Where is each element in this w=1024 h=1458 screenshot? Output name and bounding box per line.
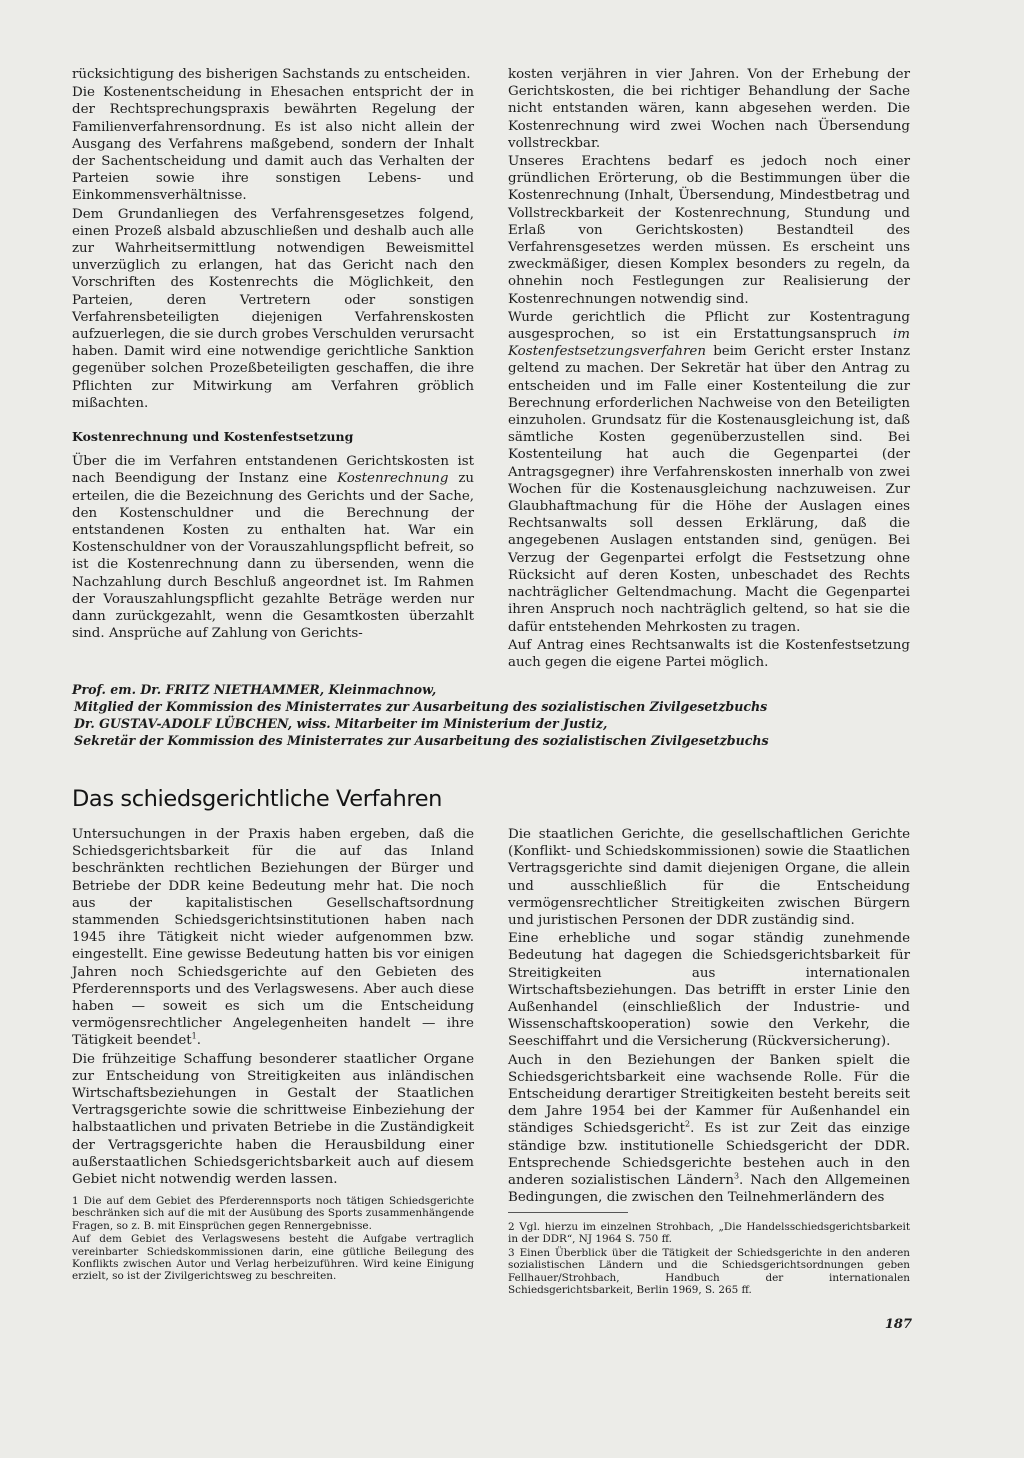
text-run: Auch in den Beziehungen der Banken spielt die Schiedsgerichtsbarkeit eine wachsende Rolle. Für die Entscheidung derartiger Streitigkeiten besteht bereits seit dem Jahre 1954 bei der Kammer für Außenhandel ein ständiges Schiedsgericht [508, 1052, 910, 1137]
author-line: Sekretär der Kommission des Ministerrates zur Ausarbeitung des sozialistischen Zivilgesetzbuchs [74, 733, 769, 748]
paragraph: Dem Grundanliegen des Verfahrensgesetzes folgend, einen Prozeß alsbald abzuschließen und deshalb auch alle zur Wahrheitsermittlung notwendigen Beweismittel unverzüglich zu erlangen, hat das Gericht nach den Vorschriften des Kostenrechts die Möglichkeit, den Parteien, deren Vertretern oder sonstigen Verfahrensbeteiligten diejenigen Verfahrenskosten aufzuerlegen, die sie durch grobes Verschulden verursacht haben. Damit wird eine notwendige gerichtliche Sanktion gegenüber solchen Prozeßbeteiligten geschaffen, die ihre Pflichten zur Mitwirkung am Verfahren gröblich mißachten. [72, 206, 474, 411]
text-run: . Nach den Allgemeinen Bedingungen, die zwischen den Teilnehmerländern des [508, 1173, 911, 1206]
lower-left-column [72, 826, 474, 1189]
paragraph: Unseres Erachtens bedarf es jedoch noch einer gründlichen Erörterung, ob die Bestimmungen über die Kostenrechnung (Inhalt, Übersendung, Mindestbetrag und Vollstreckbarkeit der Kostenrechnung, Stundung und Erlaß von Gerichtskosten) Bestandteil des Verfahrensgesetzes werden müssen. Es erscheint uns zweckmäßiger, diesen Komplex besonders zu regeln, da ohnehin noch Festlegungen zur Realisierung der Kostenrechnungen notwendig sind. [508, 154, 910, 307]
paragraph: Eine erhebliche und sogar ständig zunehmende Bedeutung hat dagegen die Schiedsgerichtsbarkeit für Streitigkeiten aus internationalen Wirtschaftsbeziehungen. Das betrifft in erster Linie den Außenhandel (einschließlich der Industrie- und Wissenschaftskooperation) sowie den Verkehr, die Seeschiffahrt und die Versicherung (Rückversicherung). [508, 931, 910, 1050]
article-title: Das schiedsgerichtliche Verfahren [72, 786, 443, 812]
paragraph: Die frühzeitige Schaffung besonderer staatlicher Organe zur Entscheidung von Streitigkeiten aus inländischen Wirtschaftsbeziehungen in Gestalt der Staatlichen Vertragsgerichte sowie die schrittweise Einbeziehung der halbstaatlichen und privaten Betriebe in die Zuständigkeit der Vertragsgerichte haben die Herausbildung einer außerstaatlichen Schiedsgerichtsbarkeit auch auf diesem Gebiet nicht notwendig werden lassen. [72, 1051, 474, 1188]
footnote: 2 Vgl. hierzu im einzelnen Strohbach, „Die Handelsschiedsgerichtsbarkeit in der DDR“, NJ 1964 S. 750 ff. [508, 1221, 910, 1246]
author-line: Mitglied der Kommission des Ministerrates zur Ausarbeitung des sozialistischen Zivilgesetzbuchs [74, 699, 768, 714]
text-run: Über die im Verfahren entstandenen Gerichtskosten ist nach Beendigung der Instanz eine [72, 454, 474, 487]
text-run: . [196, 1033, 202, 1049]
paragraph [72, 826, 474, 1050]
paragraph: Die staatlichen Gerichte, die gesellschaftlichen Gerichte (Konflikt- und Schiedskommissionen) sowie die Staatlichen Vertragsgerichte sind damit diejenigen Organe, die allein und ausschließlich für die Entscheidung vermögensrechtlicher Streitigkeiten zwischen Bürgern und juristischen Personen der DDR zuständig sind. [508, 827, 910, 929]
footnote-ref: 3 [733, 1171, 740, 1181]
footnote: 1 Die auf dem Gebiet des Pferderennsports noch tätigen Schiedsgerichte beschränken sich auf die mit der Ausübung des Sports zusammenhängende Fragen, so z. B. mit Einsprüchen gegen Rennergebnisse. [72, 1195, 474, 1232]
paragraph [72, 453, 474, 642]
text-run: Untersuchungen in der Praxis haben ergeben, daß die Schiedsgerichtsbarkeit für die auf das Inland beschränkten rechtlichen Beziehungen der Bürger und Betriebe der DDR keine Bedeutung mehr hat. Die noch aus der kapitalistischen Gesellschaftsordnung stammenden Schiedsgerichtsinstitutionen haben nach 1945 ihre Tätigkeit nicht wieder aufgenommen bzw. eingestellt. Eine gewisse Bedeutung hatten bis vor einigen Jahren noch Schiedsgerichte auf den Gebieten des Pferderennsports und des Verlagswesens. Aber auch diese haben — soweit es sich um die Entscheidung vermögensrechtlicher Angelegenheiten handelt — ihre Tätigkeit beendet [72, 827, 474, 1049]
emphasis-term: im Kostenfestsetzungsverfahren [508, 327, 910, 360]
footnotes-left [72, 1195, 474, 1284]
text-run: . Es ist zur Zeit das einzige ständige bzw. institutionelle Schiedsgericht der DDR. Entsprechende Schiedsgerichte bestehen auch in den anderen sozialistischen Ländern [508, 1121, 910, 1189]
author-line: Prof. em. Dr. FRITZ NIETHAMMER, Kleinmachnow, [72, 682, 437, 697]
footnote: Auf dem Gebiet des Verlagswesens besteht die Aufgabe vertraglich vereinbarter Schiedskommissionen darin, eine gütliche Beilegung des Konflikts zwischen Autor und Verlag herbeizuführen. Wird keine Einigung erzielt, so ist der Zivilgerichtsweg zu beschreiten. [72, 1233, 474, 1283]
text-run: zu erteilen, die die Bezeichnung des Gerichts und der Sache, den Kostenschuldner und die Berechnung der entstandenen Kosten zu enthalten hat. War ein Kostenschuldner von der Vorauszahlungspflicht befreit, so ist die Kostenrechnung dann zu übersenden, wenn die Nachzahlung durch Beschluß angeordnet ist. Im Rahmen der Vorauszahlungspflicht gezahlte Beträge werden nur dann zurückgezahlt, wenn die Gesamtkosten überzahlt sind. Ansprüche auf Zahlung von Gerichts- [72, 471, 475, 642]
page-number: 187 [884, 1317, 912, 1332]
footnote-ref: 1 [191, 1031, 197, 1041]
author-line: Dr. GUSTAV-ADOLF LÜBCHEN, wiss. Mitarbeiter im Ministerium der Justiz, [74, 716, 608, 731]
text-run: Wurde gerichtlich die Pflicht zur Kostentragung ausgesprochen, so ist ein Erstattungsanspruch [508, 309, 910, 343]
footnotes-right [508, 1221, 910, 1297]
paragraph: Die Kostenentscheidung in Ehesachen entspricht der in der Rechtsprechungspraxis bewährten Regelung der Familienverfahrensordnung. Es ist also nicht allein der Ausgang des Verfahrens maßgebend, sondern der Inhalt der Sachentscheidung und damit auch das Verhalten der Parteien sowie ihre sonstigen Lebens- und Einkommensverhältnisse. [72, 85, 474, 204]
author-block [72, 681, 932, 749]
paragraph: kosten verjähren in vier Jahren. Von der Erhebung der Gerichtskosten, die bei richtiger Behandlung der Sache nicht entstanden wären, kann abgesehen werden. Die Kostenrechnung wird zwei Wochen nach Übersendung vollstreckbar. [508, 67, 910, 151]
footnote-ref: 2 [684, 1119, 691, 1129]
upper-right-column [508, 66, 910, 672]
text-run: beim Gericht erster Instanz geltend zu machen. Der Sekretär hat über den Antrag zu entscheiden und im Falle einer Kostenteilung die zur Berechnung erforderlichen Nachweise von den Beteiligten einzuholen. Grundsatz für die Kostenausgleichung ist, daß sämtliche Kosten gegenüberzustellen sind. Bei Kostenteilung hat auch die Gegenpartei (der Antragsgegner) ihre Verfahrenskosten innerhalb von zwei Wochen für die Kostenausgleichung nachzuweisen. Zur Glaubhaftmachung für die Höhe der Auslagen eines Rechtsanwalts soll dessen Erklärung, daß die angegebenen Auslagen entstanden sind, genügen. Bei Verzug der Gegenpartei erfolgt die Festsetzung ohne Rücksicht auf deren Kosten, unbeschadet des Rechts nachträglicher Geltendmachung. Macht die Gegenpartei ihren Anspruch noch nachträglich geltend, so hat sie die dafür entstehenden Mehrkosten zu tragen. [508, 344, 910, 635]
footnote-divider [508, 1212, 628, 1213]
emphasis-term: Kostenrechnung [337, 471, 449, 487]
paragraph: Auf Antrag eines Rechtsanwalts ist die Kostenfestsetzung auch gegen die eigene Partei möglich. [508, 637, 910, 670]
paragraph [508, 309, 910, 636]
footnote: 3 Einen Überblick über die Tätigkeit der Schiedsgerichte in den anderen sozialistischen Ländern und die Schiedsgerichtsordnungen geben Fellhauer/Strohbach, Handbuch der internationalen Schiedsgerichtsbarkeit, Berlin 1969, S. 265 ff. [508, 1246, 910, 1297]
paragraph: rücksichtigung des bisherigen Sachstands zu entscheiden. [72, 67, 471, 82]
section-subheading: Kostenrechnung und Kostenfestsetzung [72, 429, 354, 445]
upper-left-column [72, 66, 474, 644]
paragraph [508, 1052, 910, 1207]
lower-right-column [508, 826, 910, 1207]
